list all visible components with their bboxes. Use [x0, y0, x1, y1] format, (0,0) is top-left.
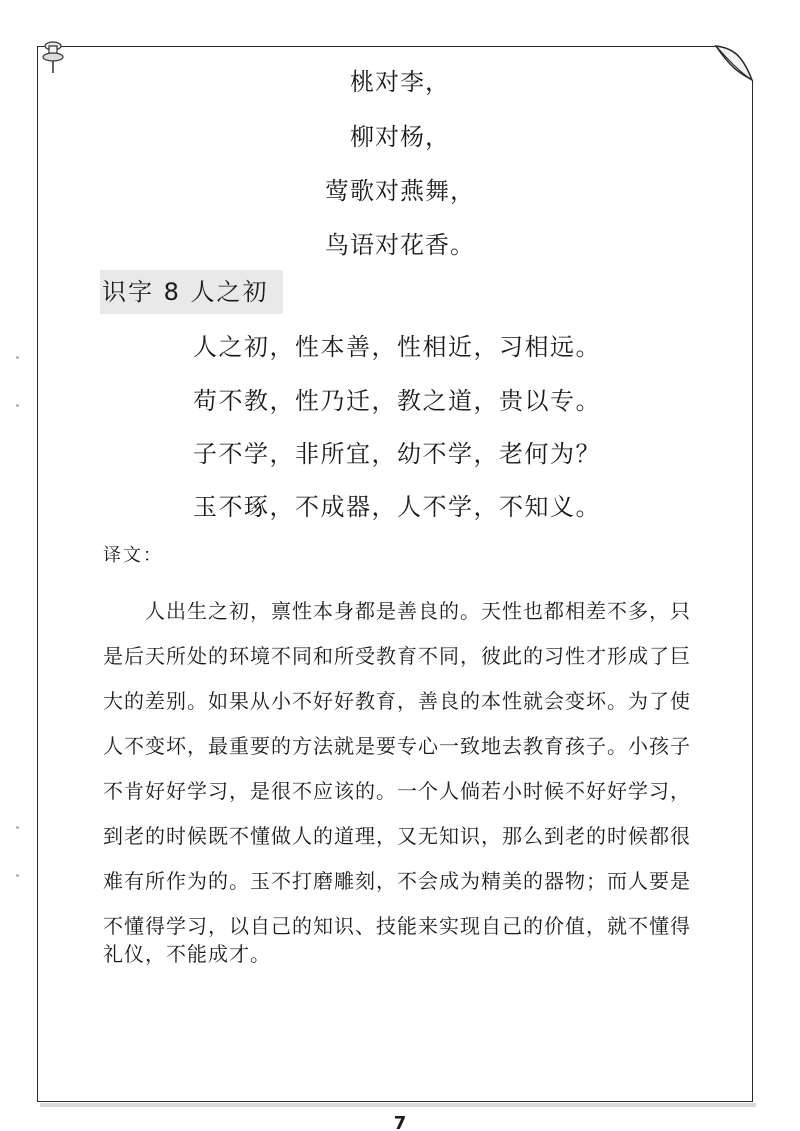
margin-dot — [16, 356, 19, 359]
classic-line: 苟不教，性乃迁，教之道，贵以专。 — [193, 387, 601, 415]
translation-line: 是后天所处的环境不同和所受教育不同，彼此的习性才形成了巨 — [103, 644, 691, 668]
margin-dot — [16, 874, 19, 877]
translation-line: 不懂得学习，以自己的知识、技能来实现自己的价值，就不懂得 — [103, 914, 691, 938]
translation-line: 人出生之初，禀性本身都是善良的。天性也都相差不多，只 — [103, 599, 691, 623]
translation-line: 难有所作为的。玉不打磨雕刻，不会成为精美的器物；而人要是 — [103, 869, 691, 893]
page-frame-top — [37, 46, 717, 47]
classic-line: 玉不琢，不成器，人不学，不知义。 — [193, 493, 601, 521]
margin-dot — [16, 826, 19, 829]
translation-label: 译文： — [103, 545, 163, 566]
section-title: 识字 8 人之初 — [100, 270, 283, 314]
margin-dot — [16, 404, 19, 407]
translation-line: 人不变坏，最重要的方法就是要专心一致地去教育孩子。小孩子 — [103, 734, 691, 758]
classic-line: 人之初，性本善，性相近，习相远。 — [193, 333, 601, 361]
translation-line: 大的差别。如果从小不好好教育，善良的本性就会变坏。为了使 — [103, 689, 691, 713]
page-shadow — [40, 1103, 756, 1107]
poem-line: 桃对李， — [350, 68, 450, 96]
translation-line: 礼仪，不能成才。 — [103, 942, 271, 966]
poem-line: 柳对杨， — [350, 123, 450, 151]
classic-line: 子不学，非所宜，幼不学，老何为？ — [193, 440, 601, 468]
poem-line: 鸟语对花香。 — [325, 231, 475, 259]
translation-line: 到老的时候既不懂做人的道理，又无知识，那么到老的时候都很 — [103, 824, 691, 848]
page-number: 7 — [393, 1113, 407, 1131]
translation-line: 不肯好好学习，是很不应该的。一个人倘若小时候不好好学习， — [103, 779, 691, 803]
poem-line: 莺歌对燕舞， — [325, 177, 475, 205]
